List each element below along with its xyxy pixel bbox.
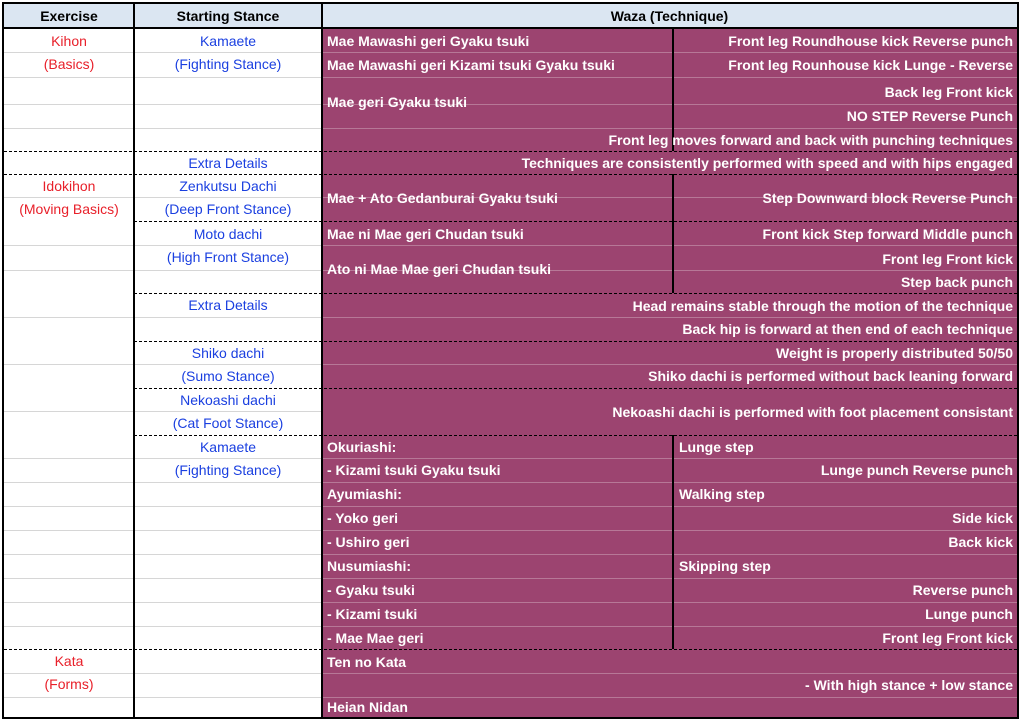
- waza-cell[interactable]: Ten no Kata: [327, 653, 407, 670]
- waza-cell[interactable]: Head remains stable through the motion of the technique: [632, 297, 1013, 314]
- stance-zenkutsu-sub[interactable]: (Deep Front Stance): [164, 200, 292, 217]
- gridline: [4, 626, 322, 627]
- waza-cell[interactable]: Ato ni Mae Mae geri Chudan tsuki: [327, 261, 552, 277]
- waza-cell[interactable]: Step back punch: [900, 273, 1013, 290]
- stance-extra-details-2[interactable]: Extra Details: [188, 296, 268, 313]
- waza-cell[interactable]: - Kizami tsuki: [327, 606, 418, 622]
- waza-cell[interactable]: Lunge punch Reverse punch: [820, 462, 1013, 478]
- waza-cell[interactable]: Front leg Front kick: [882, 250, 1013, 267]
- waza-cell[interactable]: - Ushiro geri: [327, 534, 410, 550]
- stance-kamaete-2-sub[interactable]: (Fighting Stance): [174, 461, 282, 478]
- exercise-idokihon-sub[interactable]: (Moving Basics): [19, 200, 119, 217]
- gridline: [4, 530, 322, 531]
- waza-cell[interactable]: Ayumiashi:: [327, 486, 402, 502]
- waza-cell[interactable]: Lunge punch: [925, 606, 1013, 622]
- waza-cell[interactable]: Nusumiashi:: [327, 558, 412, 574]
- waza-cell[interactable]: Lunge step: [679, 438, 754, 455]
- gridline: [4, 270, 322, 271]
- waza-cell[interactable]: - With high stance + low stance: [805, 677, 1013, 693]
- stance-kamaete[interactable]: Kamaete: [199, 32, 257, 49]
- header-waza[interactable]: Waza (Technique): [322, 4, 1017, 29]
- gridline: [4, 506, 322, 507]
- exercise-kata-sub[interactable]: (Forms): [44, 675, 94, 692]
- stance-moto[interactable]: Moto dachi: [193, 225, 263, 242]
- waza-cell[interactable]: Weight is properly distributed 50/50: [775, 344, 1013, 361]
- stance-zenkutsu[interactable]: Zenkutsu Dachi: [179, 177, 277, 194]
- waza-cell[interactable]: Skipping step: [679, 558, 771, 574]
- waza-cell[interactable]: Step Downward block Reverse Punch: [762, 189, 1013, 206]
- waza-cell[interactable]: Okuriashi:: [327, 438, 397, 455]
- header-exercise[interactable]: Exercise: [4, 4, 134, 29]
- gridline: [4, 554, 322, 555]
- stance-kamaete-2[interactable]: Kamaete: [199, 438, 257, 455]
- stance-kamaete-sub[interactable]: (Fighting Stance): [174, 55, 282, 72]
- waza-cell[interactable]: Mae + Ato Gedanburai Gyaku tsuki: [327, 189, 558, 206]
- waza-cell[interactable]: Back leg Front kick: [884, 83, 1013, 100]
- technique-spreadsheet: [2, 2, 1019, 719]
- stance-extra-details[interactable]: Extra Details: [188, 154, 268, 171]
- column-divider-1: [133, 4, 135, 717]
- waza-cell[interactable]: - Gyaku tsuki: [327, 582, 415, 598]
- gridline: [4, 128, 322, 129]
- waza-cell[interactable]: Front leg Roundhouse kick Reverse punch: [728, 32, 1013, 49]
- gridline: [4, 77, 322, 78]
- stance-nekoashi-sub[interactable]: (Cat Foot Stance): [172, 414, 284, 431]
- waza-cell[interactable]: Techniques are consistently performed with speed and with hips engaged: [521, 154, 1013, 171]
- waza-cell[interactable]: Front leg moves forward and back with punching techniques: [608, 131, 1013, 148]
- gridline: [4, 482, 322, 483]
- stance-shiko[interactable]: Shiko dachi: [191, 344, 265, 361]
- exercise-kata[interactable]: Kata: [54, 652, 84, 669]
- waza-cell[interactable]: Reverse punch: [912, 582, 1013, 598]
- waza-cell[interactable]: Nekoashi dachi is performed with foot placement consistant: [612, 403, 1013, 420]
- waza-cell[interactable]: - Mae Mae geri: [327, 629, 424, 646]
- gridline: [4, 697, 322, 698]
- stance-moto-sub[interactable]: (High Front Stance): [166, 248, 290, 265]
- waza-cell[interactable]: Side kick: [952, 510, 1013, 526]
- waza-cell[interactable]: Heian Nidan: [327, 699, 408, 715]
- waza-cell[interactable]: Front kick Step forward Middle punch: [762, 225, 1013, 242]
- exercise-idokihon[interactable]: Idokihon: [42, 177, 96, 194]
- exercise-kihon-sub[interactable]: (Basics): [43, 55, 95, 72]
- waza-cell[interactable]: Mae ni Mae geri Chudan tsuki: [327, 225, 524, 242]
- gridline: [4, 578, 322, 579]
- exercise-kihon[interactable]: Kihon: [51, 32, 87, 49]
- waza-cell[interactable]: Shiko dachi is performed without back leaning forward: [648, 368, 1013, 384]
- stance-shiko-sub[interactable]: (Sumo Stance): [181, 367, 275, 384]
- waza-cell[interactable]: Front leg Rounhouse kick Lunge - Reverse: [728, 56, 1013, 73]
- waza-cell[interactable]: Back hip is forward at then end of each technique: [682, 321, 1013, 337]
- waza-cell[interactable]: - Yoko geri: [327, 510, 399, 526]
- waza-cell[interactable]: Back kick: [948, 534, 1013, 550]
- waza-cell[interactable]: NO STEP Reverse Punch: [846, 107, 1013, 124]
- waza-cell[interactable]: Mae Mawashi geri Gyaku tsuki: [327, 32, 530, 49]
- stance-nekoashi[interactable]: Nekoashi dachi: [180, 391, 276, 408]
- waza-cell[interactable]: Mae Mawashi geri Kizami tsuki Gyaku tsuki: [327, 56, 615, 73]
- gridline: [4, 602, 322, 603]
- waza-cell[interactable]: Front leg Front kick: [882, 629, 1013, 646]
- gridline: [4, 104, 322, 105]
- gridline: [4, 317, 322, 318]
- waza-cell[interactable]: - Kizami tsuki Gyaku tsuki: [327, 462, 501, 478]
- waza-cell[interactable]: Walking step: [679, 486, 765, 502]
- waza-cell[interactable]: Mae geri Gyaku tsuki: [327, 94, 468, 110]
- header-starting-stance[interactable]: Starting Stance: [134, 4, 322, 29]
